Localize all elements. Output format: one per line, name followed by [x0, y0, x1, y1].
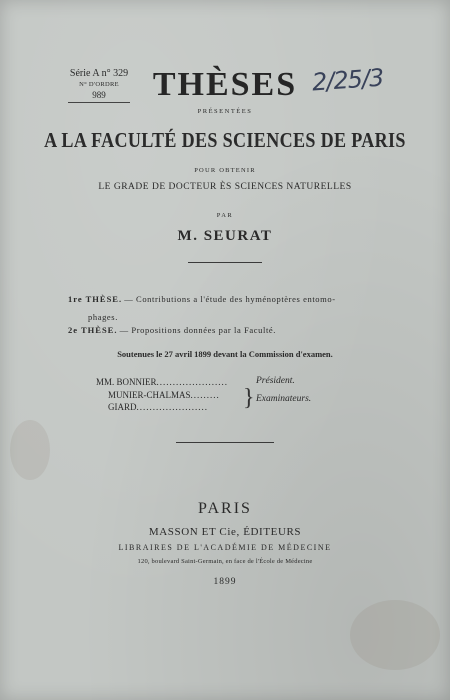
imprint-address: 120, boulevard Saint-Germain, en face de l'École de Médecine: [137, 558, 313, 565]
imprint-booksellers: LIBRAIRES DE L'ACADÉMIE DE MÉDECINE: [118, 543, 332, 552]
handwritten-note: 2/25/3: [311, 63, 385, 97]
page-title: THÈSES: [152, 66, 298, 103]
degree-name: LE GRADE DE DOCTEUR ÈS SCIENCES NATURELLES: [98, 182, 352, 192]
jury-member: [96, 376, 228, 389]
imprint-city: PARIS: [198, 500, 252, 517]
president-role: Président.: [256, 376, 295, 386]
paper-stain: [350, 600, 440, 670]
leader-dots: ......................: [136, 402, 208, 412]
author-name: M. SEURAT: [177, 228, 273, 244]
brace-icon: }: [243, 385, 255, 411]
second-thesis-lead: 2e THÈSE.: [68, 325, 118, 335]
jury-member: [96, 389, 228, 402]
leader-dots: ......................: [156, 377, 229, 387]
series-number: Série A n° 329: [69, 68, 129, 79]
jury-member: [96, 401, 228, 414]
jury-member-name: GIARD: [108, 402, 137, 412]
examiners-role: Examinateurs.: [256, 394, 312, 404]
imprint-year: 1899: [213, 577, 237, 587]
divider: [188, 262, 262, 263]
first-thesis-lead: 1re THÈSE.: [68, 294, 123, 304]
first-thesis-title: — Contributions a l'étude des hyménoptères entomo-: [124, 294, 336, 304]
order-number: 989: [92, 90, 106, 100]
by-label: PAR: [216, 212, 234, 219]
second-thesis-title: — Propositions données par la Faculté.: [119, 325, 277, 335]
divider: [176, 442, 274, 443]
leader-dots: .........: [190, 389, 220, 400]
defense-statement: Soutenues le 27 avril 1899 devant la Commission d'examen.: [117, 349, 333, 359]
order-number-label: N° D'ORDRE: [79, 81, 119, 88]
imprint-publisher: MASSON ET Cie, ÉDITEURS: [148, 526, 302, 538]
jury-list: [96, 376, 228, 414]
second-thesis: [68, 325, 276, 335]
first-thesis-title-continuation: phages.: [88, 312, 118, 322]
first-thesis: [68, 290, 388, 326]
jury-member-name: MUNIER-CHALMAS: [108, 389, 191, 400]
presented-label: PRÉSENTÉES: [197, 108, 253, 115]
to-obtain-label: POUR OBTENIR: [194, 167, 256, 174]
jury-member-name: MM. BONNIER: [96, 377, 157, 387]
paper-stain: [10, 420, 50, 480]
faculty-name: A LA FACULTÉ DES SCIENCES DE PARIS: [44, 128, 406, 152]
